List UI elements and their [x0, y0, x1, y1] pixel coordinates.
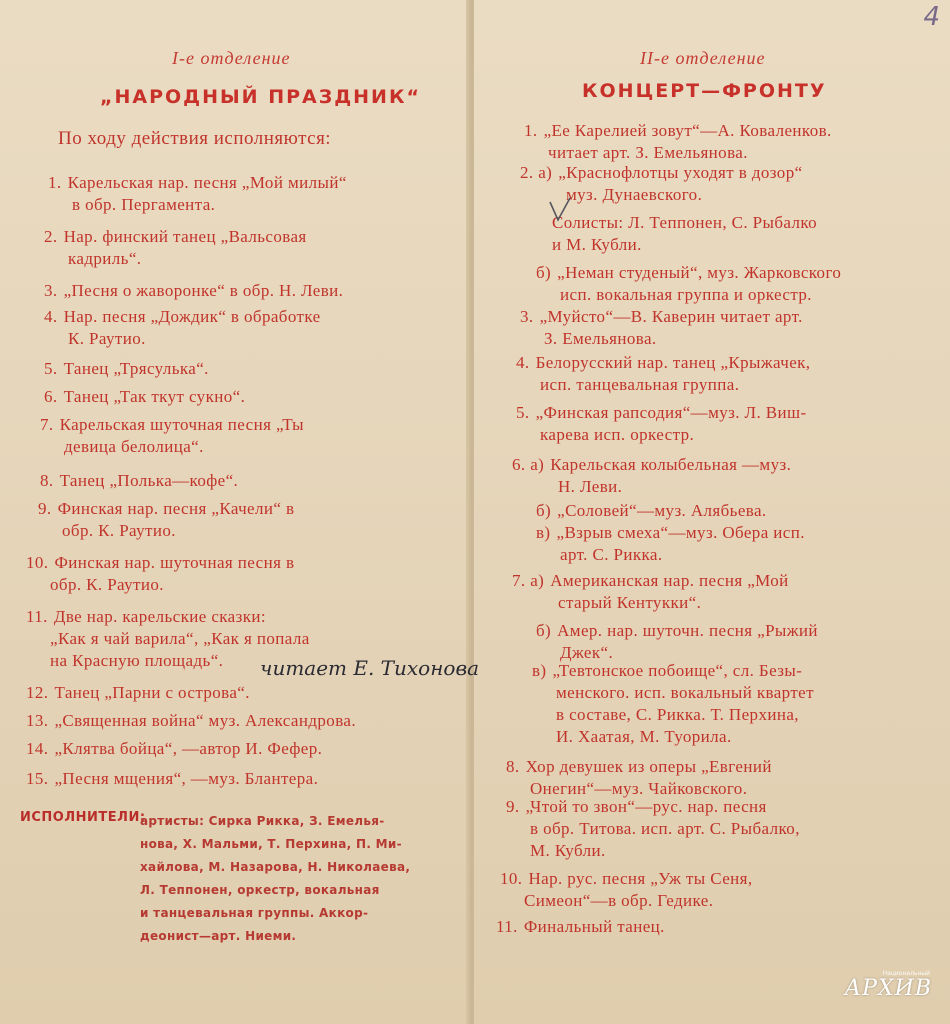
left-program-item-line — [48, 194, 347, 216]
right-program-item-line — [536, 284, 841, 306]
left-program-item-number: 3. — [44, 281, 58, 300]
right-program-item-text: Солисты: Л. Теппонен, С. Рыбалко — [552, 213, 818, 232]
right-program-item-number: б) — [536, 621, 552, 640]
left-program-item-text: Танец „Полька—кофе“. — [59, 471, 239, 490]
right-program-item-number: 5. — [516, 403, 530, 422]
right-program-item-text: „Финская рапсодия“—муз. Л. Виш- — [535, 403, 807, 422]
right-program-item-text: „Неман студеный“, муз. Жарковского — [557, 263, 842, 282]
right-program-item-text: читает арт. З. Емельянова. — [548, 143, 748, 162]
left-section-label: I-е отделение — [172, 48, 291, 68]
right-program-item-number: 6. а) — [512, 455, 545, 474]
left-program-item-number: 13. — [26, 711, 49, 730]
right-program-item-line — [532, 682, 814, 704]
right-program-item — [506, 796, 800, 862]
right-program-item-number: 7. а) — [512, 571, 545, 590]
right-program-item-text: арт. С. Рикка. — [560, 545, 663, 564]
right-program-item — [536, 522, 805, 566]
left-program-item-text: „Как я чай варила“, „Как я попала — [50, 629, 310, 648]
performers-line: Л. Теппонен, оркестр, вокальная — [140, 883, 380, 897]
right-program-item — [516, 402, 807, 446]
left-program-item-line — [40, 470, 238, 492]
right-program-item-text: „Соловей“—муз. Алябьева. — [557, 501, 767, 520]
right-program-item-number: 1. — [524, 121, 538, 140]
left-program-item-line — [26, 628, 310, 650]
right-program-item-text: „Краснофлотцы уходят в дозор“ — [558, 163, 803, 182]
right-program-item-text: исп. вокальная группа и оркестр. — [560, 285, 812, 304]
right-program-item-line — [532, 660, 814, 682]
right-program-item-text: Финальный танец. — [523, 917, 665, 936]
right-program-item-line — [506, 840, 800, 862]
right-program-item-text: Нар. рус. песня „Уж ты Сеня, — [528, 869, 753, 888]
left-program-item-text: обр. К. Раутио. — [50, 575, 164, 594]
left-program-item-number: 11. — [26, 607, 48, 626]
left-program-item — [26, 738, 322, 760]
right-program-item-line — [506, 756, 772, 778]
right-program-item-line — [516, 402, 807, 424]
left-program-item-line — [26, 710, 356, 732]
right-program-item-line — [516, 374, 810, 396]
right-program-item-line — [520, 162, 803, 184]
left-program-item-number: 4. — [44, 307, 58, 326]
left-program-item-text: „Песня мщения“, —муз. Блантера. — [54, 769, 319, 788]
right-program-item-line — [552, 212, 817, 234]
right-program-item-text: Амер. нар. шуточн. песня „Рыжий — [557, 621, 818, 640]
left-intro: По ходу действия исполняются: — [58, 128, 332, 149]
right-program-item-number: б) — [536, 501, 552, 520]
performers-text — [140, 810, 430, 948]
left-program-item-number: 5. — [44, 359, 58, 378]
left-program-item-text: Карельская шуточная песня „Ты — [59, 415, 304, 434]
right-program-item-line — [516, 424, 807, 446]
right-program-item-number: 4. — [516, 353, 530, 372]
left-program-item-line — [38, 520, 294, 542]
right-program-item-text: „Чтой то звон“—рус. нар. песня — [525, 797, 767, 816]
right-program-item-line — [536, 500, 767, 522]
left-program-item-number: 1. — [48, 173, 62, 192]
right-program-item — [512, 570, 789, 614]
left-program-item — [26, 768, 318, 790]
right-program-item — [552, 212, 817, 256]
left-program-item — [26, 552, 294, 596]
left-program-item-line — [26, 738, 322, 760]
right-program-item-text: Белорусский нар. танец „Крыжачек, — [535, 353, 811, 372]
performers-line: хайлова, М. Назарова, Н. Николаева, — [140, 860, 411, 874]
right-program-item-number: 8. — [506, 757, 520, 776]
left-program-item-line — [44, 328, 321, 350]
left-program-item-text: кадриль“. — [68, 249, 142, 268]
right-program-item — [520, 306, 803, 350]
left-program-item-text: Карельская нар. песня „Мой милый“ — [67, 173, 347, 192]
right-program-item-number: 10. — [500, 869, 523, 888]
right-program-item-text: старый Кентукки“. — [558, 593, 702, 612]
left-program-item-text: Нар. финский танец „Вальсовая — [63, 227, 307, 246]
right-program-item-text: Карельская колыбельная —муз. — [550, 455, 792, 474]
right-program-item-text: „Взрыв смеха“—муз. Обера исп. — [556, 523, 805, 542]
right-program-item-text: „Муйсто“—В. Каверин читает арт. — [539, 307, 803, 326]
left-program-item-number: 8. — [40, 471, 54, 490]
right-program-item-text: Н. Леви. — [558, 477, 623, 496]
right-program-item — [536, 262, 841, 306]
right-program-item-number: 9. — [506, 797, 520, 816]
left-program-item — [44, 386, 245, 408]
right-program-item-number: 11. — [496, 917, 518, 936]
right-program-item-line — [524, 120, 832, 142]
left-program-item-line — [38, 498, 294, 520]
left-program-item-number: 6. — [44, 387, 58, 406]
right-program-item — [512, 454, 791, 498]
right-program-item-text: муз. Дунаевского. — [566, 185, 703, 204]
left-program-item-text: „Песня о жаворонке“ в обр. Н. Леви. — [63, 281, 344, 300]
left-program-item — [44, 280, 343, 302]
left-program-item — [40, 414, 304, 458]
right-program-item — [516, 352, 810, 396]
left-section-title: „НАРОДНЫЙ ПРАЗДНИК“ — [100, 86, 421, 108]
left-program-item-line — [40, 436, 304, 458]
left-program-item — [44, 306, 321, 350]
right-program-item — [524, 120, 832, 164]
left-program-item-text: К. Раутио. — [68, 329, 146, 348]
right-program-item-line — [512, 454, 791, 476]
handwritten-note: читает Е. Тихонова — [260, 656, 480, 680]
left-program-item-text: „Священная война“ муз. Александрова. — [54, 711, 357, 730]
performers-label: ИСПОЛНИТЕЛИ: — [20, 810, 146, 825]
right-program-item-text: Хор девушек из оперы „Евгений — [525, 757, 772, 776]
right-program-item-number: 2. а) — [520, 163, 553, 182]
left-program-item-text: „Клятва бойца“, —автор И. Фефер. — [54, 739, 323, 758]
checkmark-icon — [548, 196, 572, 224]
left-program-item-number: 15. — [26, 769, 49, 788]
left-program-item-line — [44, 280, 343, 302]
right-program-item-number: в) — [536, 523, 551, 542]
left-program-item-line — [44, 226, 307, 248]
right-program-item-text: исп. танцевальная группа. — [540, 375, 740, 394]
right-program-item-line — [524, 142, 832, 164]
left-program-item — [26, 682, 250, 704]
right-program-item-line — [500, 868, 753, 890]
right-program-item-text: Американская нар. песня „Мой — [550, 571, 789, 590]
corner-page-number: 4 — [923, 2, 940, 32]
right-program-item-text: в обр. Титова. исп. арт. С. Рыбалко, — [530, 819, 800, 838]
right-program-item-line — [506, 796, 800, 818]
left-program-item — [40, 470, 238, 492]
right-program-item-number: б) — [536, 263, 552, 282]
right-program-item-text: менского. исп. вокальный квартет — [556, 683, 814, 702]
right-program-item-line — [532, 726, 814, 748]
left-program-item-number: 14. — [26, 739, 49, 758]
right-program-item-line — [520, 328, 803, 350]
left-program-item-line — [26, 552, 294, 574]
left-program-item-line — [26, 768, 318, 790]
right-program-item-line — [536, 262, 841, 284]
performers-line: деонист—арт. Ниеми. — [140, 929, 297, 943]
left-program-item-number: 12. — [26, 683, 49, 702]
right-program-item-text: и М. Кубли. — [552, 235, 642, 254]
left-program-item-line — [40, 414, 304, 436]
left-program-item-text: девица белолица“. — [64, 437, 204, 456]
right-program-item-text: Симеон“—в обр. Гедике. — [524, 891, 714, 910]
right-program-item — [506, 756, 772, 800]
left-program-item-number: 7. — [40, 415, 54, 434]
right-program-item-line — [500, 890, 753, 912]
left-program-item-number: 10. — [26, 553, 49, 572]
right-program-item-text: „Тевтонское побоище“, сл. Безы- — [552, 661, 803, 680]
right-program-item-line — [512, 476, 791, 498]
right-program-item-line — [532, 704, 814, 726]
right-program-item-line — [512, 592, 789, 614]
left-program-item — [44, 226, 307, 270]
right-program-item-line — [506, 818, 800, 840]
left-program-item-text: обр. К. Раутио. — [62, 521, 176, 540]
left-program-item-line — [44, 306, 321, 328]
right-program-item-line — [536, 522, 805, 544]
right-program-item-text: З. Емельянова. — [544, 329, 657, 348]
right-program-item-number: в) — [532, 661, 547, 680]
right-program-item-text: в составе, С. Рикка. Т. Перхина, — [556, 705, 799, 724]
right-program-item-text: карева исп. оркестр. — [540, 425, 695, 444]
left-program-item — [48, 172, 347, 216]
archive-logo — [818, 968, 938, 1014]
right-program-item-line — [520, 306, 803, 328]
right-program-item-text: М. Кубли. — [530, 841, 606, 860]
right-program-item — [536, 500, 767, 522]
left-program-item-text: Танец „Так ткут сукно“. — [63, 387, 246, 406]
right-program-item — [500, 868, 753, 912]
performers-line: нова, Х. Мальми, Т. Перхина, П. Ми- — [140, 837, 402, 851]
left-program-item-text: Две нар. карельские сказки: — [53, 607, 267, 626]
left-program-item — [44, 358, 209, 380]
left-program-item-line — [44, 248, 307, 270]
left-program-item-text: Финская нар. шуточная песня в — [54, 553, 295, 572]
left-program-item-line — [44, 386, 245, 408]
right-section-label: II-е отделение — [640, 48, 766, 68]
right-program-item-number: 3. — [520, 307, 534, 326]
left-program-item — [38, 498, 294, 542]
right-program-item-text: И. Хаатая, М. Туорила. — [556, 727, 732, 746]
right-program-item — [536, 620, 818, 664]
performers-line: и танцевальная группы. Аккор- — [140, 906, 369, 920]
left-program-item — [26, 710, 356, 732]
logo-small-text: Национальный — [882, 970, 930, 977]
right-program-item-line — [496, 916, 665, 938]
right-program-item — [532, 660, 814, 748]
left-program-item-line — [26, 574, 294, 596]
right-program-item-text: Джек“. — [560, 643, 614, 662]
left-program-item-text: Танец „Парни с острова“. — [54, 683, 250, 702]
left-program-item-line — [26, 606, 310, 628]
left-program-item-text: Нар. песня „Дождик“ в обработке — [63, 307, 321, 326]
performers-line: артисты: Сирка Рикка, З. Емелья- — [140, 814, 385, 828]
left-program-item-number: 9. — [38, 499, 52, 518]
right-program-item-line — [512, 570, 789, 592]
left-program-item-text: в обр. Пергамента. — [72, 195, 216, 214]
left-program-item-text: Танец „Трясулька“. — [63, 359, 209, 378]
right-program-item — [496, 916, 665, 938]
right-program-item-line — [536, 544, 805, 566]
right-program-item-text: „Ее Карелией зовут“—А. Коваленков. — [543, 121, 832, 140]
logo-text: АРХИВ — [844, 976, 932, 1001]
right-section-title: КОНЦЕРТ—ФРОНТУ — [582, 80, 827, 102]
right-program-item-text: Онегин“—муз. Чайковского. — [530, 779, 748, 798]
left-program-item-text: Финская нар. песня „Качели“ в — [57, 499, 295, 518]
right-program-item-line — [536, 620, 818, 642]
right-program-item-line — [552, 234, 817, 256]
right-program-item-line — [516, 352, 810, 374]
left-program-item-number: 2. — [44, 227, 58, 246]
left-program-item-line — [44, 358, 209, 380]
left-program-item-text: на Красную площадь“. — [50, 651, 224, 670]
left-program-item-line — [26, 682, 250, 704]
left-program-item-line — [48, 172, 347, 194]
